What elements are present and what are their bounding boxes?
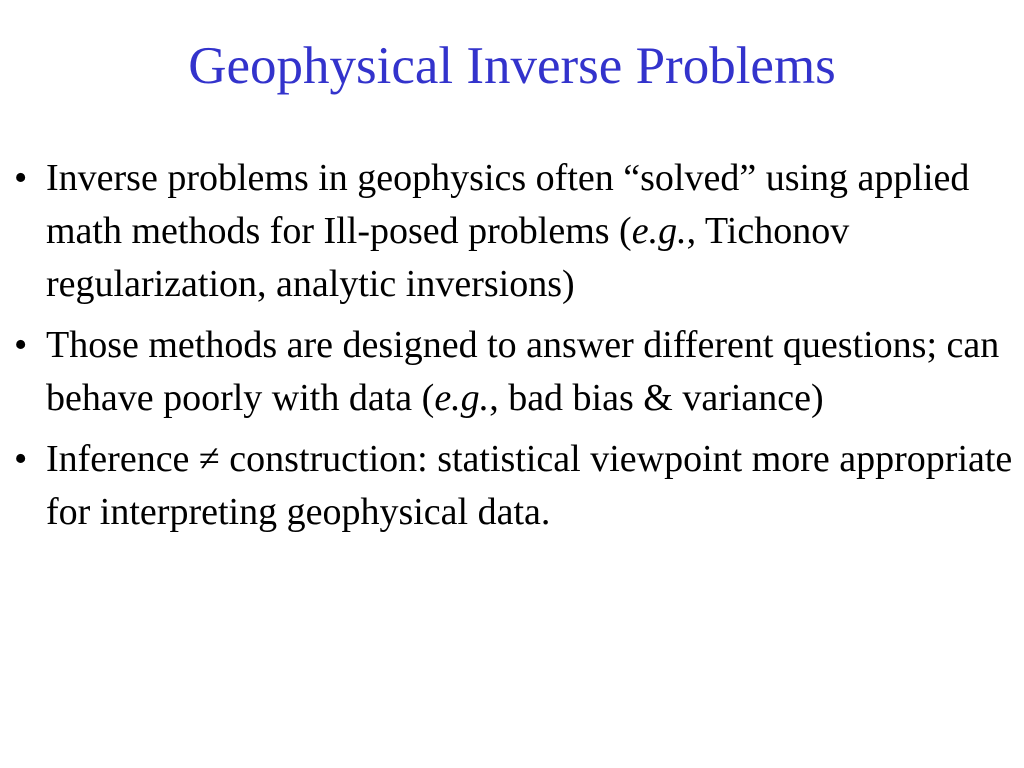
bullet-item-1 [14, 152, 1014, 311]
bullet-text-segment: Inference ≠ construction: statistical viewpoint more appropriate for interpreting geophysical data. [46, 438, 1013, 533]
bullet-text-segment: Inverse problems in geophysics often “solved” using applied math methods for Ill-posed problems ( [46, 157, 970, 252]
bullet-mark: • [14, 157, 28, 199]
bullet-text-segment: , bad bias & variance) [489, 377, 824, 419]
bullet-item-2 [14, 319, 1014, 425]
slide-title: Geophysical Inverse Problems [188, 37, 836, 95]
bullet-text [46, 438, 1012, 533]
bullet-italic-text: e.g. [434, 377, 490, 419]
bullet-text [46, 157, 969, 305]
bullet-text [46, 324, 999, 419]
bullet-item-3 [14, 433, 1014, 539]
bullet-mark: • [14, 324, 28, 366]
bullet-italic-text: e.g. [631, 210, 687, 252]
bullet-list [14, 152, 1014, 547]
bullet-mark: • [14, 438, 28, 480]
bullet-text-segment: , Tichonov regularization, analytic inversions) [46, 210, 850, 305]
bullet-text-segment: Those methods are designed to answer different questions; can behave poorly with data ( [46, 324, 1000, 419]
